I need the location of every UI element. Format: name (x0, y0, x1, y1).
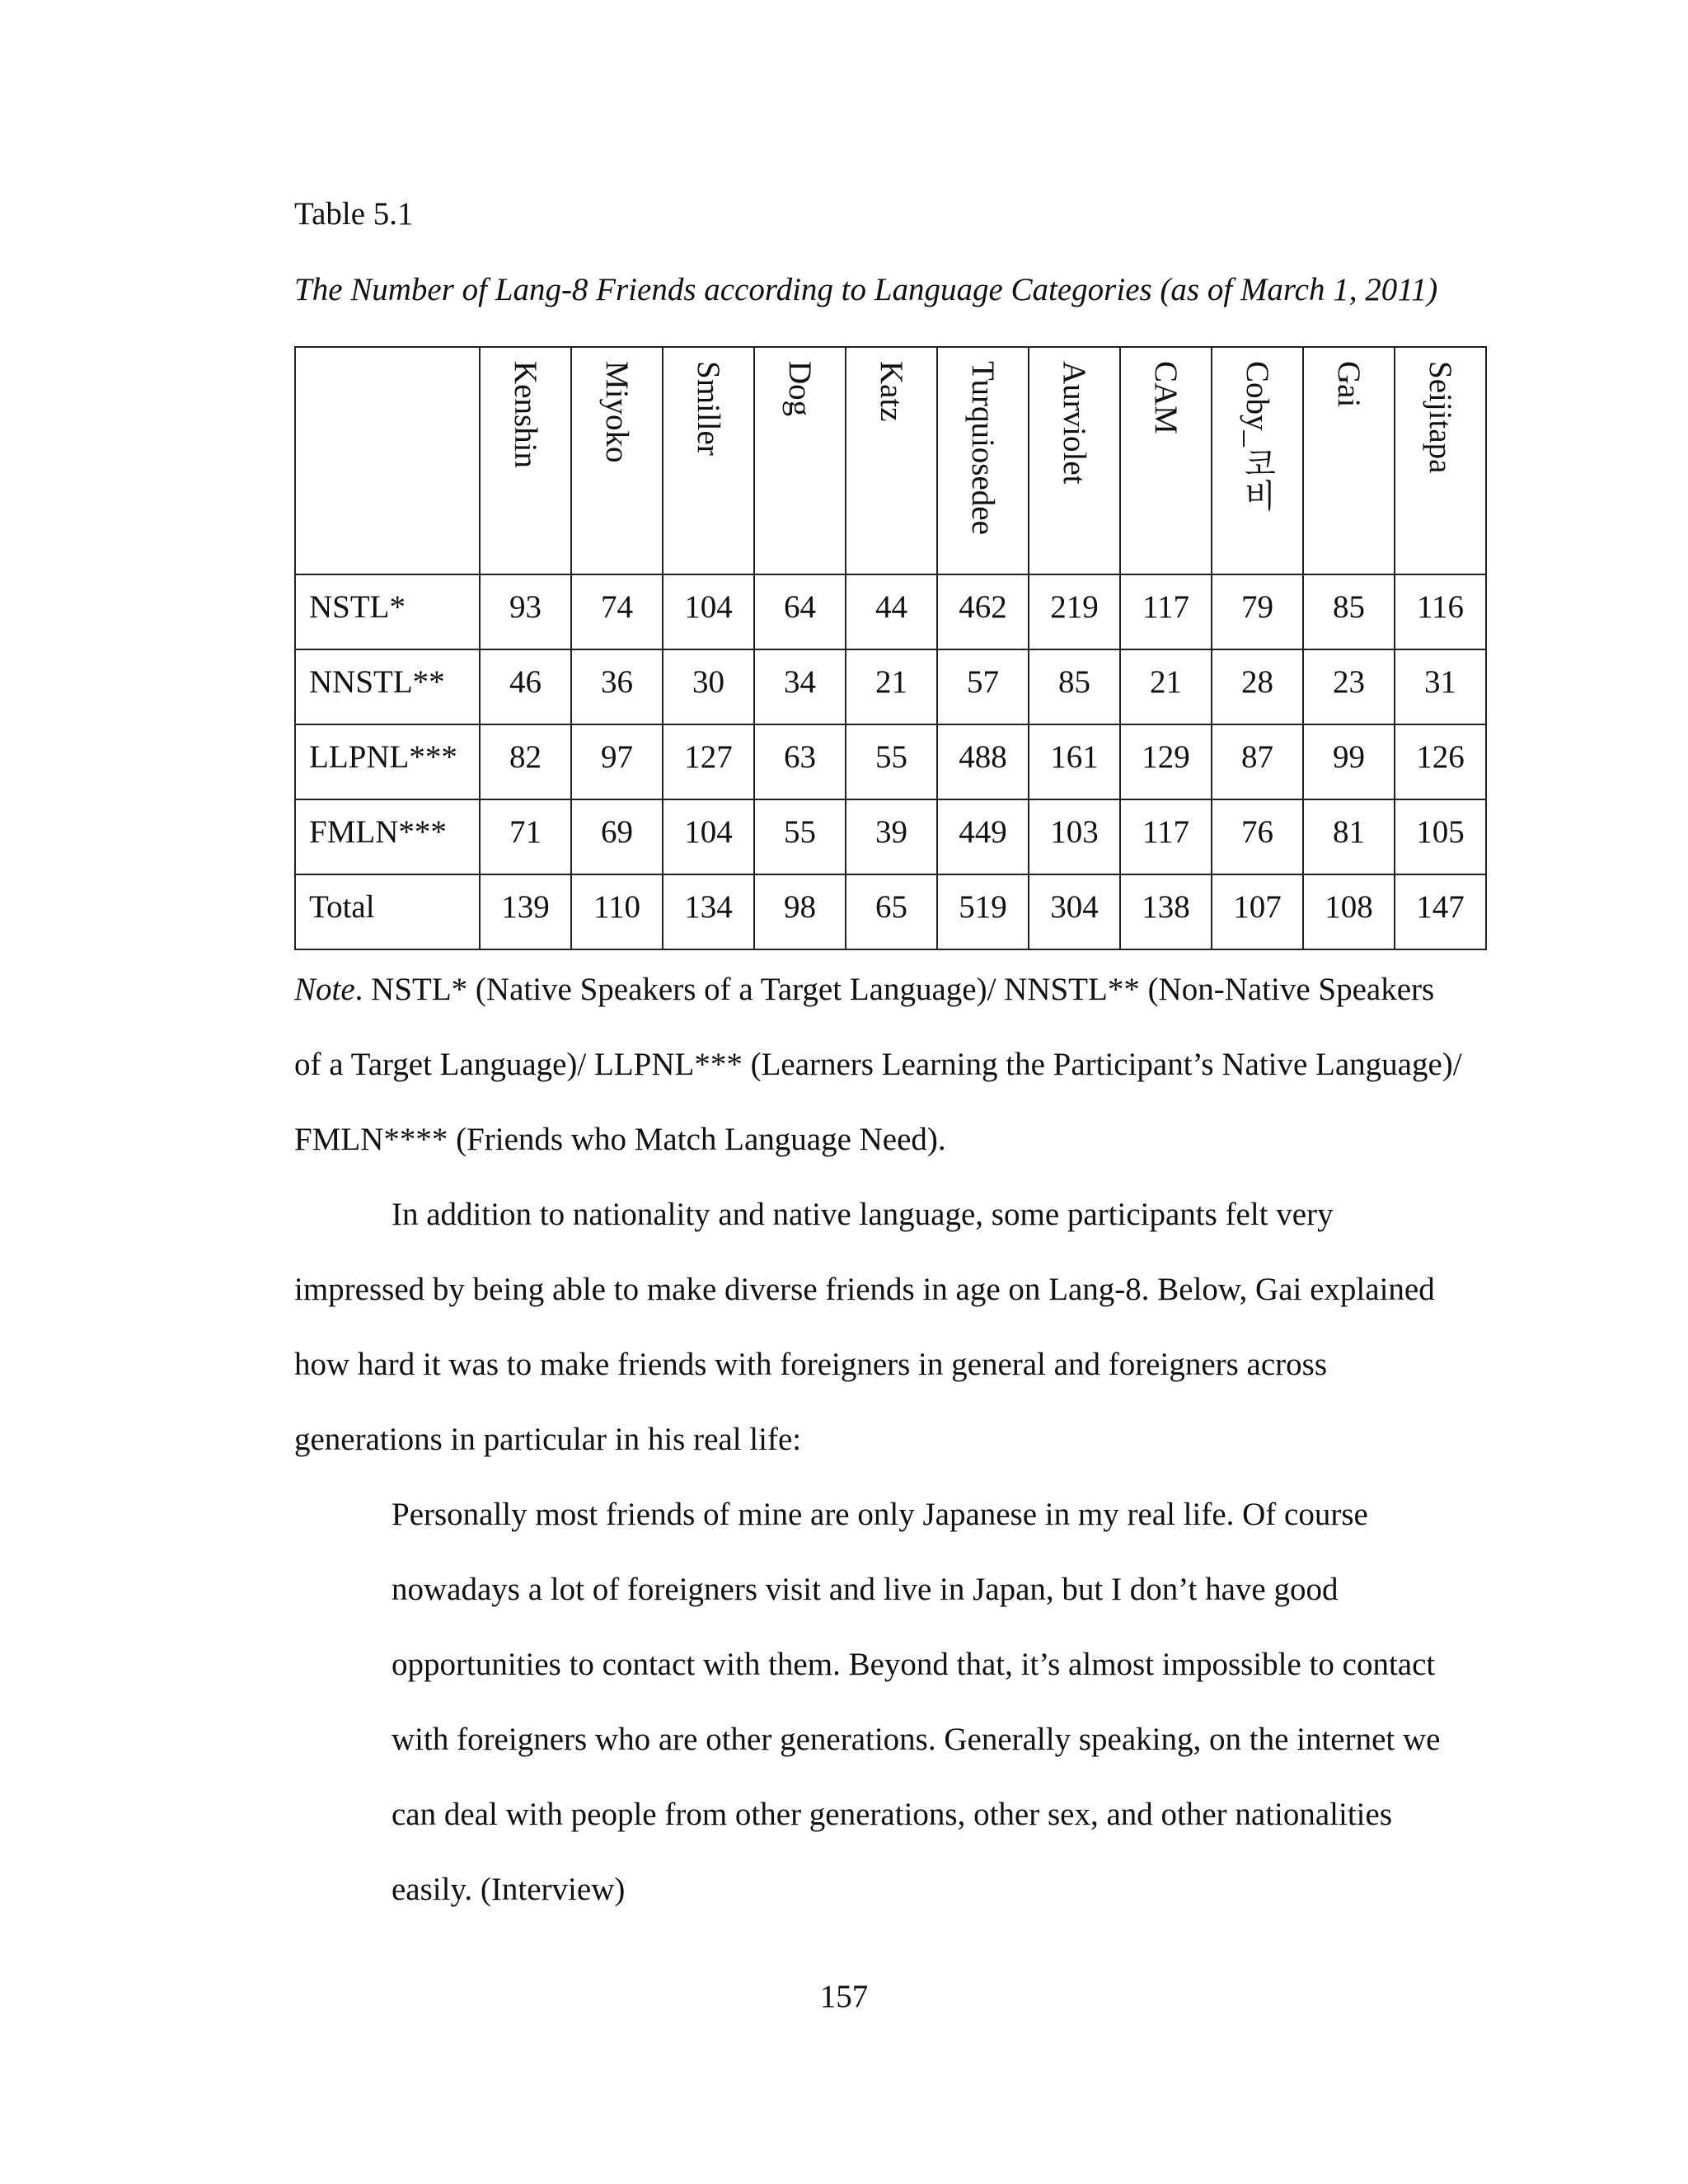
table-cell: 449 (937, 799, 1029, 874)
row-label: FMLN*** (295, 799, 480, 874)
table-cell: 76 (1212, 799, 1303, 874)
participant-header (937, 347, 1029, 574)
table-cell: 87 (1212, 724, 1303, 799)
table-cell: 81 (1303, 799, 1395, 874)
table-row (295, 574, 1486, 649)
participant-header (571, 347, 663, 574)
participant-header (1212, 347, 1303, 574)
table-cell: 117 (1120, 574, 1212, 649)
table-cell: 85 (1029, 649, 1120, 724)
row-label: NNSTL** (295, 649, 480, 724)
body-paragraph: In addition to nationality and native language, some participants felt very impressed by being able to make diverse friends in age on Lang-8. Below, Gai explained how hard it was to make friends with foreigners in general and foreigners across generations in particular in his real life: (294, 1197, 1435, 1457)
table-cell: 99 (1303, 724, 1395, 799)
participant-name: Turquiosedee (965, 361, 1001, 535)
table-row (295, 799, 1486, 874)
table-cell: 519 (937, 874, 1029, 949)
table-cell: 117 (1120, 799, 1212, 874)
note-text: . NSTL* (Native Speakers of a Target Language)/ NNSTL** (Non-Native Speakers of a Target Language)/ LLPNL*** (Learners Learning the Participant’s Native Language)/ FMLN**** (Friends who Match Language Need). (294, 972, 1462, 1157)
table-cell: 85 (1303, 574, 1395, 649)
table-row (295, 724, 1486, 799)
table-cell: 65 (846, 874, 937, 949)
table-cell: 55 (846, 724, 937, 799)
table-cell: 219 (1029, 574, 1120, 649)
block-quote: Personally most friends of mine are only Japanese in my real life. Of course nowadays a lot of foreigners visit and live in Japan, but I don’t have good opportunities to contact with them. Beyond that, it’s almost impossible to contact with foreigners who are other generations. Generally speaking, on the internet we can deal with people from other generations, other sex, and other nationalities easily. (Interview) (392, 1497, 1441, 1907)
note-label: Note (294, 972, 355, 1007)
table-cell: 57 (937, 649, 1029, 724)
participant-header (480, 347, 571, 574)
friends-table (294, 346, 1487, 950)
table-cell: 161 (1029, 724, 1120, 799)
table-cell: 79 (1212, 574, 1303, 649)
table-caption: The Number of Lang-8 Friends according to Language Categories (as of March 1, 2011) (294, 272, 1438, 307)
participant-header (754, 347, 846, 574)
table-cell: 127 (663, 724, 754, 799)
table-cell: 104 (663, 799, 754, 874)
row-label: LLPNL*** (295, 724, 480, 799)
table-cell: 21 (1120, 649, 1212, 724)
table-cell: 93 (480, 574, 571, 649)
row-label: NSTL* (295, 574, 480, 649)
table-cell: 74 (571, 574, 663, 649)
table-cell: 69 (571, 799, 663, 874)
table-cell: 55 (754, 799, 846, 874)
table-cell: 34 (754, 649, 846, 724)
table-cell: 98 (754, 874, 846, 949)
table-cell: 126 (1395, 724, 1486, 799)
participant-name: CAM (1148, 361, 1184, 434)
table-cell: 147 (1395, 874, 1486, 949)
participant-name: Coby_코비 (1240, 361, 1275, 512)
table-label: Table 5.1 (294, 196, 414, 232)
table-cell: 28 (1212, 649, 1303, 724)
table-cell: 104 (663, 574, 754, 649)
table-cell: 488 (937, 724, 1029, 799)
table-cell: 97 (571, 724, 663, 799)
row-label: Total (295, 874, 480, 949)
table-cell: 107 (1212, 874, 1303, 949)
participant-header (1395, 347, 1486, 574)
table-cell: 108 (1303, 874, 1395, 949)
participant-name: Aurviolet (1057, 361, 1092, 485)
participant-name: Miyoko (599, 361, 635, 463)
table-cell: 116 (1395, 574, 1486, 649)
table-cell: 82 (480, 724, 571, 799)
table-cell: 138 (1120, 874, 1212, 949)
table-cell: 103 (1029, 799, 1120, 874)
participant-name: Smiller (691, 361, 726, 456)
participant-name: Katz (874, 361, 909, 422)
table-cell: 39 (846, 799, 937, 874)
table-cell: 30 (663, 649, 754, 724)
table-cell: 139 (480, 874, 571, 949)
table-cell: 21 (846, 649, 937, 724)
participant-header (663, 347, 754, 574)
table-cell: 36 (571, 649, 663, 724)
table-row (295, 649, 1486, 724)
table-cell: 462 (937, 574, 1029, 649)
table-cell: 71 (480, 799, 571, 874)
table-cell: 23 (1303, 649, 1395, 724)
participant-name: Gai (1331, 361, 1367, 408)
table-cell: 110 (571, 874, 663, 949)
table-cell: 44 (846, 574, 937, 649)
participant-name: Seijitapa (1423, 361, 1458, 474)
table-header-row (295, 347, 1486, 574)
participant-name: Dog (782, 361, 818, 417)
table-cell: 64 (754, 574, 846, 649)
participant-name: Kenshin (508, 361, 543, 468)
table-note (294, 952, 1465, 1177)
participant-header (1029, 347, 1120, 574)
table-cell: 31 (1395, 649, 1486, 724)
table-row (295, 874, 1486, 949)
table-cell: 129 (1120, 724, 1212, 799)
participant-header (846, 347, 937, 574)
table-cell: 304 (1029, 874, 1120, 949)
table-cell: 105 (1395, 799, 1486, 874)
participant-header (1120, 347, 1212, 574)
table-cell: 63 (754, 724, 846, 799)
table-corner-cell (295, 347, 480, 574)
table-cell: 46 (480, 649, 571, 724)
participant-header (1303, 347, 1395, 574)
page-number: 157 (819, 1979, 869, 2014)
table-cell: 134 (663, 874, 754, 949)
